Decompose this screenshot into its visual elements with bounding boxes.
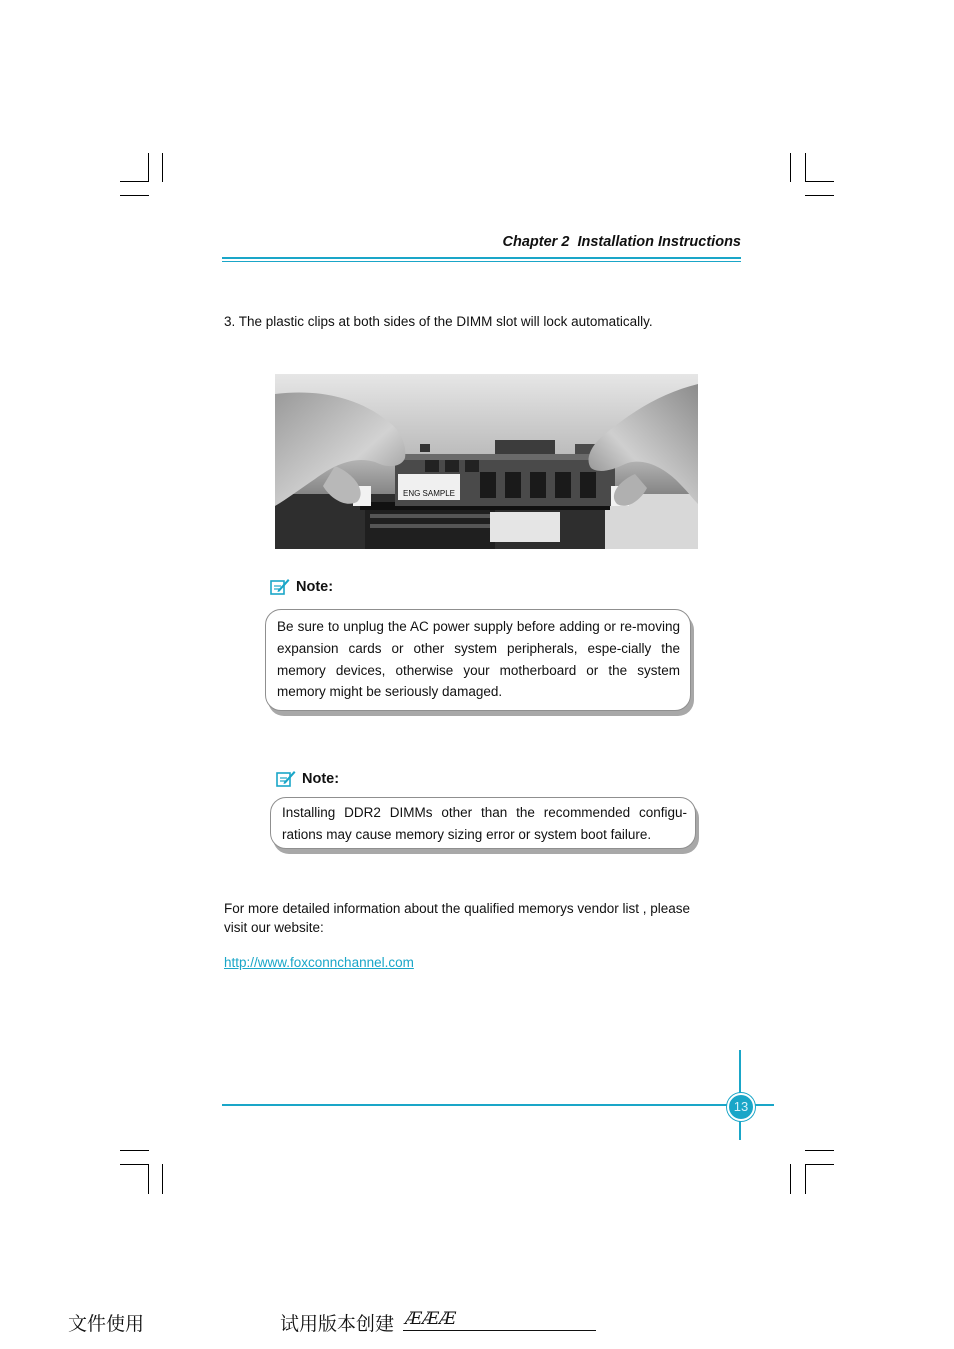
note-heading-2 [276,770,339,788]
note-heading-1 [270,578,333,596]
dimm-install-photo [275,374,698,549]
watermark-underline [403,1330,596,1331]
header-rule-thin [222,261,741,262]
watermark-left: 文件使用 [68,1313,145,1335]
footer-rule [222,1104,774,1106]
page-number: 13 [727,1093,755,1121]
note-pencil-icon [270,578,290,596]
chapter-title: Chapter 2 Installation Instructions [502,234,741,250]
note-box-ddr2-warning [270,797,696,849]
module-label: ENG SAMPLE [402,489,456,498]
note-heading-label: Note: [302,771,340,787]
note-box-power-warning [265,609,691,711]
watermark-right: 试用版本创建 [280,1313,395,1335]
note-body: Be sure to unplug the AC power supply before adding or re-moving expansion cards or other system peripherals, espe-cially the memory devices, otherwise your motherboard or the system memory might be seriously damaged. [277,619,680,700]
vendor-list-info: For more detailed information about the qualified memorys vendor list , please visit our website: [224,901,690,935]
note-body: Installing DDR2 DIMMs other than the recommended configu-rations may cause memory sizing error or system boot failure. [282,805,687,842]
watermark-code: ÆÆÆ [405,1309,457,1329]
step-text: 3. The plastic clips at both sides of the DIMM slot will lock automatically. [224,314,653,329]
website-link[interactable]: http://www.foxconnchannel.com [224,955,414,970]
note-heading-label: Note: [296,579,334,595]
header-rule [222,257,741,259]
note-pencil-icon [276,770,296,788]
